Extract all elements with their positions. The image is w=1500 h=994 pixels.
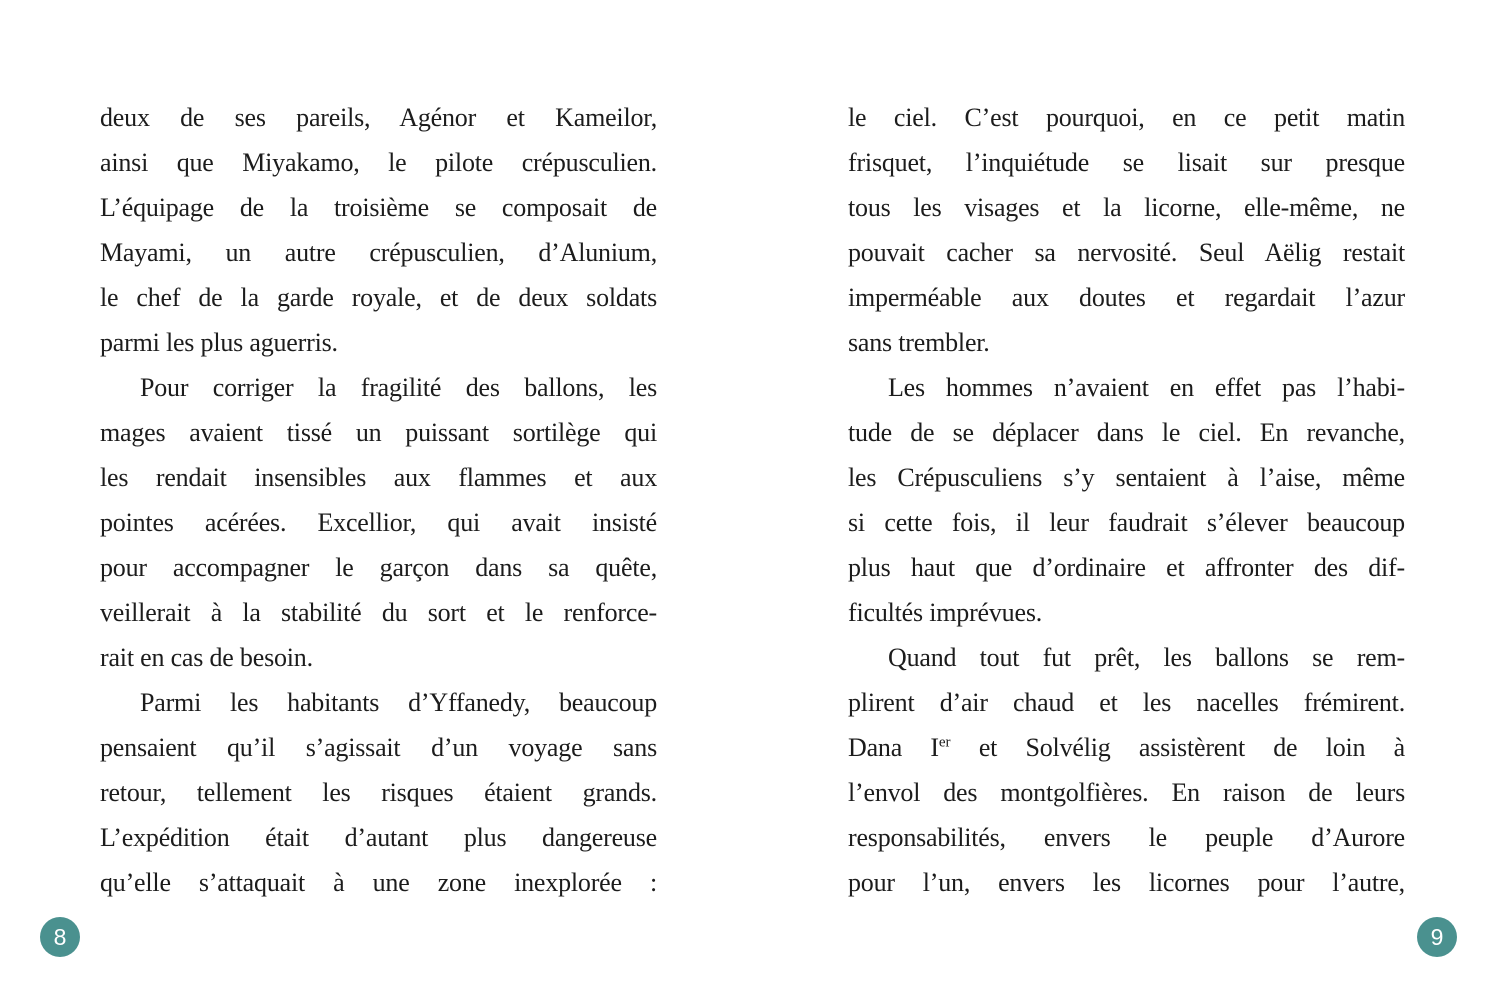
text-line: L’équipage de la troisième se composait de [100, 193, 657, 222]
text-line: ainsi que Miyakamo, le pilote crépusculien. [100, 148, 657, 177]
text-line: ficultés imprévues. [848, 598, 1043, 627]
text-line: tude de se déplacer dans le ciel. En revanche, [848, 418, 1405, 447]
text-line: qu’elle s’attaquait à une zone inexplorée : [100, 868, 657, 897]
text-segment: Dana I [848, 733, 939, 762]
text-line: sans trembler. [848, 328, 990, 357]
paragraph [848, 95, 1405, 365]
text-line: pensaient qu’il s’agissait d’un voyage sans [100, 733, 657, 762]
paragraph [100, 95, 657, 365]
text-line: Les hommes n’avaient en effet pas l’habi- [888, 373, 1405, 402]
text-line: L’expédition était d’autant plus dangereuse [100, 823, 657, 852]
text-line: plirent d’air chaud et les nacelles frémirent. [848, 688, 1405, 717]
text-line: si cette fois, il leur faudrait s’élever beaucoup [848, 508, 1405, 537]
text-line: pour l’un, envers les licornes pour l’autre, [848, 868, 1405, 897]
text-line: pour accompagner le garçon dans sa quête, [100, 553, 657, 582]
text-line: le ciel. C’est pourquoi, en ce petit matin [848, 103, 1405, 132]
text-line: rait en cas de besoin. [100, 643, 313, 672]
text-line: responsabilités, envers le peuple d’Aurore [848, 823, 1405, 852]
text-line: pouvait cacher sa nervosité. Seul Aëlig restait [848, 238, 1405, 267]
text-line: l’envol des montgolfières. En raison de leurs [848, 778, 1405, 807]
text-line: imperméable aux doutes et regardait l’azur [848, 283, 1405, 312]
paragraph [100, 365, 657, 680]
paragraph [100, 680, 657, 905]
page-number-badge-left: 8 [40, 917, 80, 957]
text-line: Mayami, un autre crépusculien, d’Alunium, [100, 238, 657, 267]
text-line [848, 725, 1405, 770]
text-line: Parmi les habitants d’Yffanedy, beaucoup [140, 688, 657, 717]
text-segment: et Solvélig assistèrent de loin à [950, 733, 1405, 762]
right-page-text [848, 95, 1405, 905]
text-line: retour, tellement les risques étaient grands. [100, 778, 657, 807]
text-line: Pour corriger la fragilité des ballons, les [140, 373, 657, 402]
text-line: tous les visages et la licorne, elle-même, ne [848, 193, 1405, 222]
paragraph [848, 365, 1405, 635]
text-line: Quand tout fut prêt, les ballons se rem- [888, 643, 1405, 672]
text-line: plus haut que d’ordinaire et affronter des dif- [848, 553, 1405, 582]
text-line: le chef de la garde royale, et de deux soldats [100, 283, 657, 312]
text-line: mages avaient tissé un puissant sortilège qui [100, 418, 657, 447]
superscript-ordinal: er [938, 734, 951, 751]
text-line: les rendait insensibles aux flammes et aux [100, 463, 657, 492]
text-line: frisquet, l’inquiétude se lisait sur presque [848, 148, 1405, 177]
text-line: deux de ses pareils, Agénor et Kameilor, [100, 103, 657, 132]
left-page-text [100, 95, 657, 905]
text-line: les Crépusculiens s’y sentaient à l’aise, même [848, 463, 1405, 492]
paragraph [848, 635, 1405, 905]
text-line: veillerait à la stabilité du sort et le renforce- [100, 598, 657, 627]
page-number-badge-right: 9 [1417, 917, 1457, 957]
text-line: parmi les plus aguerris. [100, 328, 338, 357]
text-line: pointes acérées. Excellior, qui avait insisté [100, 508, 657, 537]
